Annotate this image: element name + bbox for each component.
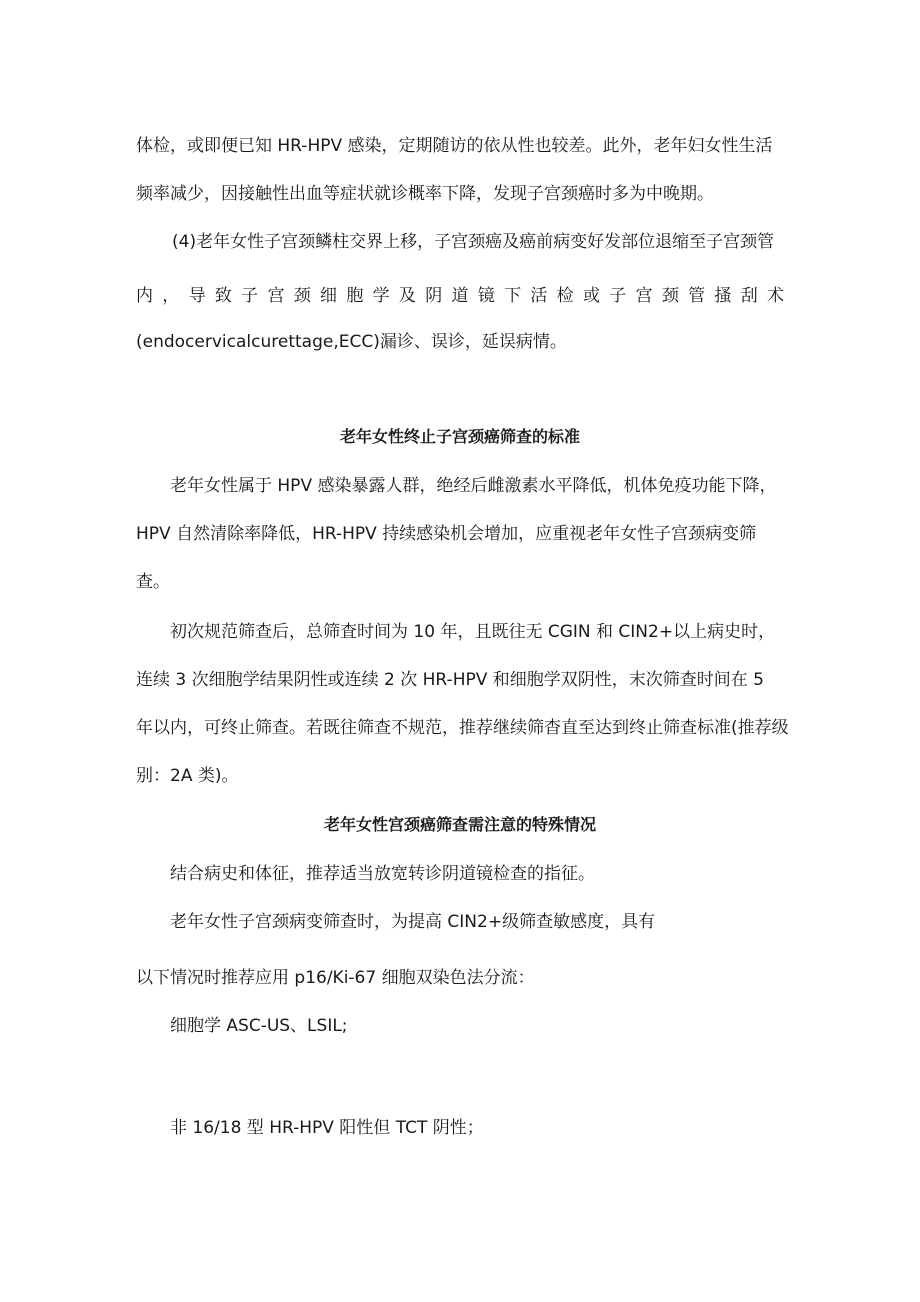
paragraph-2-line-1: (4)老年女性子宫颈鳞柱交界上移，子宫颈癌及癌前病变好发部位退缩至子宫颈管 [172,232,775,252]
paragraph-3-line-2: HPV 自然清除率降低，HR-HPV 持续感染机会增加，应重视老年女性子宫颈病变筛 [136,524,757,544]
paragraph-4-line-3: 年以内，可终止筛查。若既往筛查不规范，推荐继续筛杳直至达到终止筛查标准(推荐级 [136,718,789,738]
list-item-1: 细胞学 ASC-US、LSIL; [170,1016,348,1036]
section-heading-special-situations: 老年女性宫颈癌筛查需注意的特殊情况 [323,815,596,834]
paragraph-3-line-3: 查。 [136,572,170,592]
paragraph-1-line-2: 频率减少，因接触性出血等症状就诊概率下降，发现子宫颈癌时多为中晚期。 [136,184,714,204]
paragraph-2-line-3: (endocervicalcurettage,ECC)漏诊、误诊，延误病情。 [136,332,567,352]
paragraph-6-line-1: 老年女性子宫颈病变筛查时，为提高 CIN2+级筛查敏感度，具有 [170,912,656,932]
section-heading-termination-criteria: 老年女性终止子宫颈癌筛查的标准 [339,427,580,446]
paragraph-4-line-4: 别：2A 类)。 [136,766,239,786]
paragraph-1-line-1: 体检，或即便已知 HR-HPV 感染，定期随访的依从性也较差。此外，老年妇女性生活 [136,136,773,156]
paragraph-2-line-2: 内，导致子宫颈细胞学及阴道镜下活检或子宫颈管搔刮术 [136,286,784,306]
paragraph-4-line-1: 初次规范筛查后，总筛査时间为 10 年，且既往无 CGIN 和 CIN2+以上病史时， [170,622,776,642]
list-item-2: 非 16/18 型 HR-HPV 阳性但 TCT 阴性； [170,1118,484,1138]
paragraph-3-line-1: 老年女性属于 HPV 感染暴露人群，绝经后雌激素水平降低，机体免疫功能下降， [170,476,777,496]
paragraph-6-line-2: 以下情况时推荐应用 p16/Ki-67 细胞双染色法分流： [136,968,535,988]
paragraph-4-line-2: 连续 3 次细胞学结果阴性或连续 2 次 HR-HPV 和细胞学双阴性，末次筛查时间在 5 [136,670,764,690]
paragraph-5: 结合病史和体征，推荐适当放宽转诊阴道镜检查的指征。 [170,864,595,884]
